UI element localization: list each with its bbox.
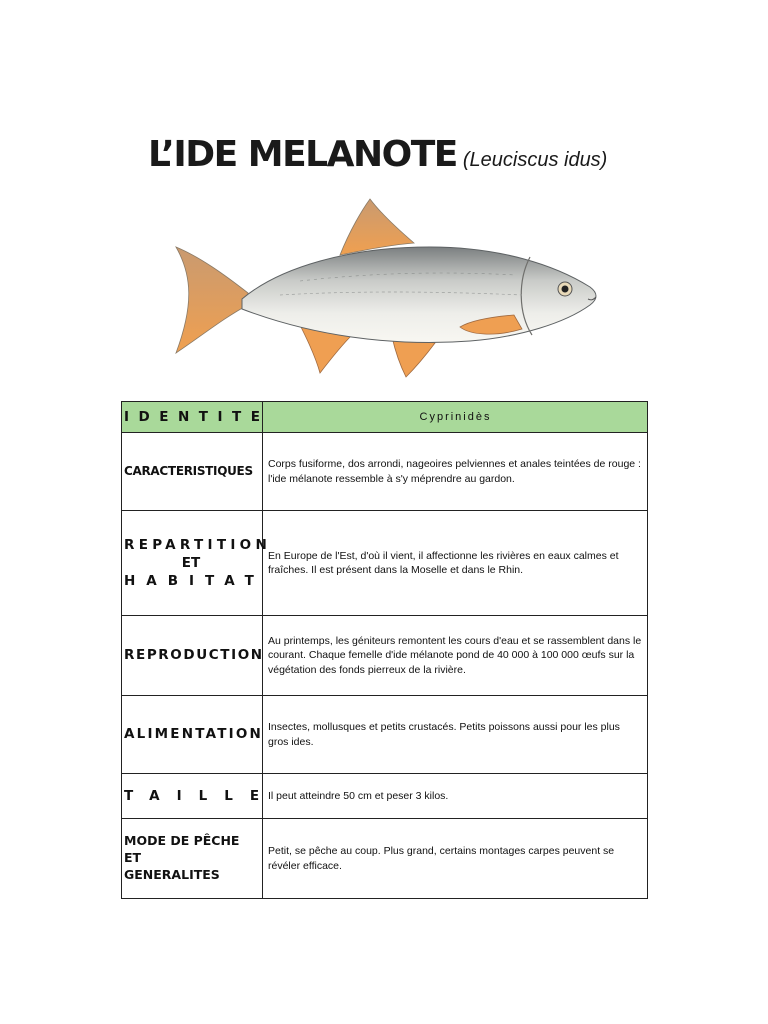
page-title [148, 134, 607, 175]
value-repartition: En Europe de l'Est, d'où il vient, il affectionne les rivières en eaux calmes et fraîches. Il est présent dans la Moselle et dans le Rhin. [263, 511, 648, 616]
value-alimentation: Insectes, mollusques et petits crustacés. Petits poissons aussi pour les plus gros ides. [263, 696, 648, 774]
row-identite [122, 402, 648, 433]
title-text: L’IDE MELANOTE [148, 134, 457, 175]
row-taille [122, 774, 648, 819]
label-identite [122, 402, 270, 433]
latin-name: (Leuciscus idus) [462, 149, 608, 171]
tail-fin [176, 247, 248, 353]
row-repartition [122, 511, 648, 616]
value-caracteristiques: Corps fusiforme, dos arrondi, nageoires pelviennes et anales teintées de rouge : l'ide mélanote ressemble à s'y méprendre au gardon. [263, 433, 648, 511]
value-mode: Petit, se pêche au coup. Plus grand, certains montages carpes peuvent se révéler efficace. [263, 819, 648, 899]
value-identite: Cyprinidès [263, 402, 648, 433]
label-mode [122, 819, 263, 899]
row-alimentation [122, 696, 648, 774]
label-mode-l2: ET [124, 850, 142, 866]
label-repartition [122, 511, 272, 616]
row-reproduction [122, 616, 648, 696]
row-caracteristiques [122, 433, 648, 511]
label-identite-word: IDENTITE [124, 408, 270, 425]
fish-body [242, 247, 596, 343]
label-caracteristiques: CARACTERISTIQUES [122, 433, 263, 511]
row-mode [122, 819, 648, 899]
label-reproduction: REPRODUCTION [122, 616, 263, 696]
label-mode-l3: GENERALITES [124, 866, 220, 882]
label-repartition-l2: ET [181, 554, 201, 571]
value-reproduction: Au printemps, les géniteurs remontent les cours d'eau et se rassemblent dans le courant. Chaque femelle d'ide mélanote pond de 40 000 à 100 000 œufs sur la végétation des fonds pierreux de la rivière. [263, 616, 648, 696]
label-repartition-l1: REPARTITION [124, 536, 272, 553]
label-repartition-l3: HABITAT [124, 573, 265, 590]
value-taille: Il peut atteindre 50 cm et peser 3 kilos. [263, 774, 648, 819]
label-mode-l1: MODE DE PÊCHE [124, 833, 240, 849]
label-alimentation: ALIMENTATION [122, 696, 263, 774]
fact-sheet-table [121, 401, 648, 899]
label-taille: TAILLE [122, 774, 263, 819]
label-identite-text [124, 408, 270, 426]
dorsal-fin [340, 199, 414, 255]
fish-illustration [170, 195, 600, 380]
